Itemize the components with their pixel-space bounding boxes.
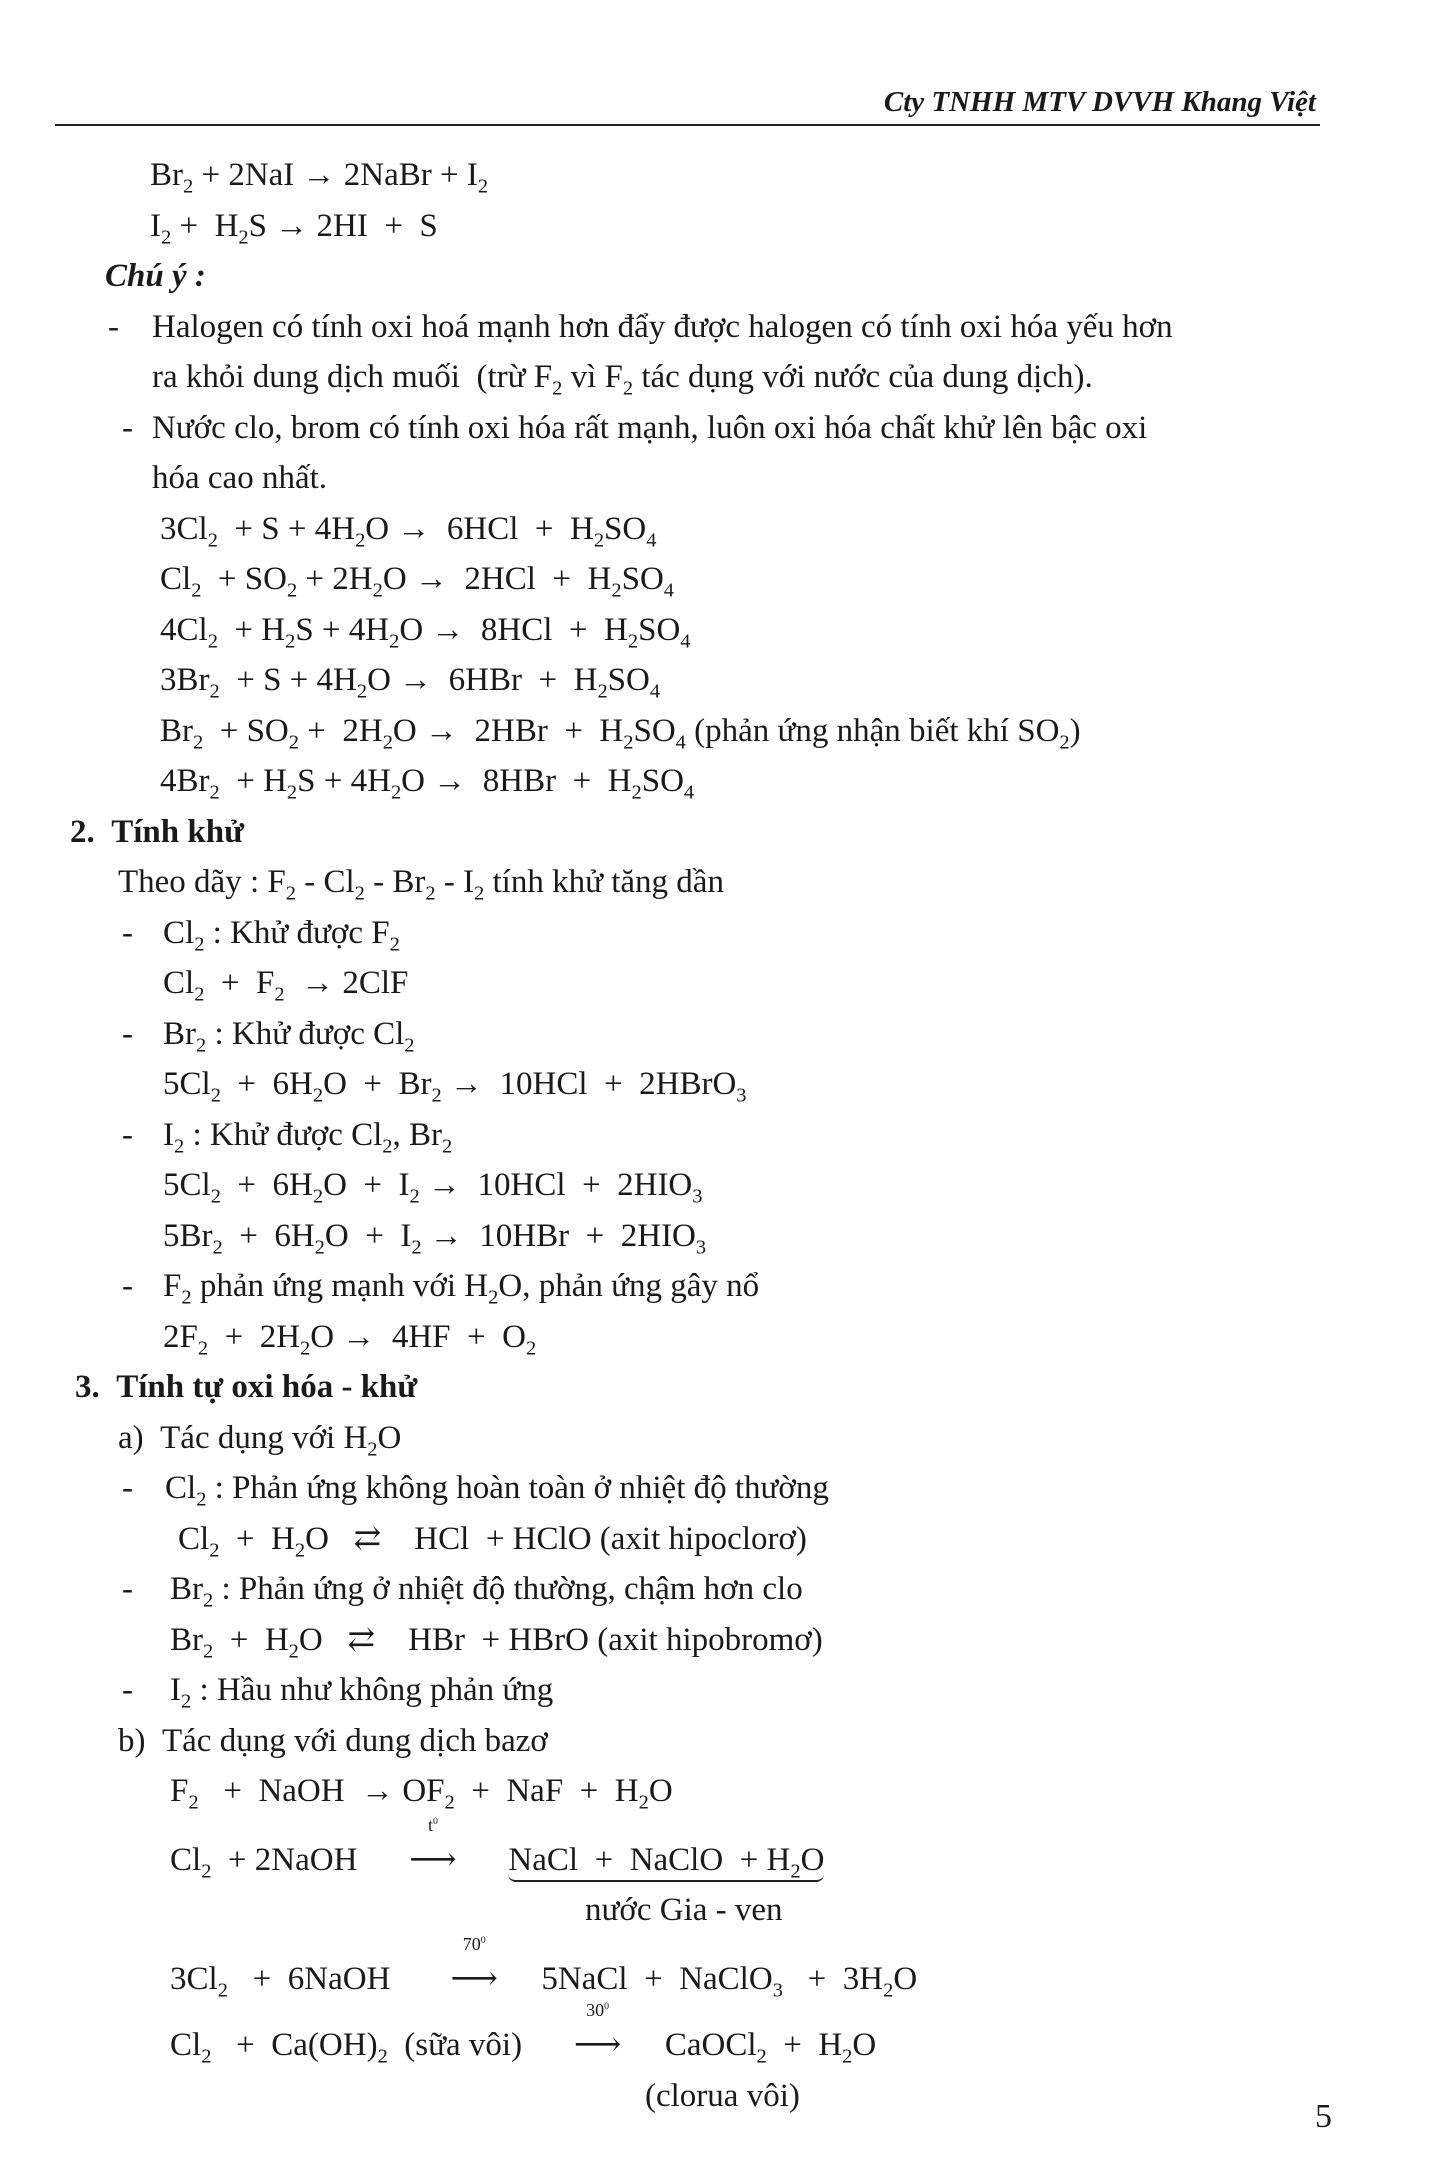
line-text: $Br_2 + SO_2 + 2H_2O \to 2HBr + H_2SO_4$ (phản ứng nhận biết khí $SO_2$) — [160, 712, 1081, 754]
bullet-dash: - — [122, 914, 133, 951]
line-text: $5Cl_2 + 6H_2O + I_2 \to 10HCl + 2HIO_3$ — [163, 1167, 703, 1208]
line-text: b) Tác dụng với dung dịch bazơ — [118, 1722, 548, 1759]
text-line — [0, 201, 1440, 252]
text-line — [0, 1933, 1440, 2005]
bullet-dash: - — [122, 1571, 133, 1607]
text-line — [0, 1814, 1440, 1886]
line-text: $4Cl_2 + H_2S + 4H_2O \to 8HCl + H_2SO_4$ — [160, 611, 691, 653]
text-line — [0, 958, 1440, 1009]
line-text: $F_2$ + NaOH → $OF_2$ + NaF + $H_2O$ — [170, 1773, 673, 1814]
line-text: $Br_2$ : Khử được $Cl_2$ — [163, 1015, 415, 1057]
text-line — [0, 1514, 1440, 1565]
line-text: $Br_2 + 2NaI$ → 2NaBr + $I_2$ — [150, 157, 489, 198]
line-text: $I_2$ : Hầu như không phản ứng — [170, 1672, 554, 1713]
text-line — [0, 1110, 1440, 1161]
header-title: Cty TNHH MTV DVVH Khang Việt — [883, 86, 1316, 118]
text-line — [0, 857, 1440, 908]
text-line — [0, 1885, 1440, 1936]
text-line — [0, 453, 1440, 504]
line-text: Chú ý : — [105, 258, 206, 294]
bullet-dash: - — [122, 1015, 133, 1052]
text-line — [0, 1009, 1440, 1060]
line-text: $Br_2$ : Phản ứng ở nhiệt độ thường, chậm hơn clo — [170, 1571, 803, 1612]
line-text: Halogen có tính oxi hoá mạnh hơn đẩy được halogen có tính oxi hóa yếu hơn — [152, 308, 1173, 345]
text-line — [0, 1665, 1440, 1716]
text-line — [0, 1211, 1440, 1262]
line-text: hóa cao nhất. — [152, 460, 328, 496]
text-line — [0, 756, 1440, 807]
text-line — [0, 2000, 1440, 2071]
text-line — [0, 1160, 1440, 1211]
text-line — [0, 807, 1440, 858]
bullet-dash: - — [108, 308, 119, 345]
page-header — [55, 80, 1320, 126]
text-line — [0, 1362, 1440, 1413]
line-text: $3Cl_2 + S + 4H_2O \to 6HCl + H_2SO_4$ — [160, 510, 657, 552]
line-text: $Br_2 + H_2O$ ⇄ HBr + HBrO (axit hipobromơ) — [170, 1621, 823, 1663]
line-text: $Cl_2$ : Khử được $F_2$ — [163, 914, 400, 956]
text-line — [0, 403, 1440, 454]
line-text: $3Br_2 + S + 4H_2O \to 6HBr + H_2SO_4$ — [160, 662, 661, 703]
line-text: $5Cl_2 + 6H_2O + Br_2 \to 10HCl$ + 2HBrO$_3$ — [163, 1066, 747, 1107]
text-line — [0, 1463, 1440, 1514]
line-text: (clorua vôi) — [645, 2077, 800, 2114]
line-text: Nước clo, brom có tính oxi hóa rất mạnh, luôn oxi hóa chất khử lên bậc oxi — [152, 409, 1148, 446]
text-line — [0, 605, 1440, 656]
line-text: 3. Tính tự oxi hóa - khử — [75, 1369, 418, 1405]
text-line — [0, 302, 1440, 353]
line-text: $5Br_2 + 6H_2O + I_2 \to 10HBr + 2HIO_3$ — [163, 1217, 707, 1259]
text-line — [0, 1312, 1440, 1363]
line-text: a) Tác dụng với $H_2O$ — [118, 1419, 402, 1461]
text-line — [0, 1615, 1440, 1666]
line-text: $I_2$ : Khử được $Cl_2$, $Br_2$ — [163, 1116, 453, 1158]
text-line — [0, 655, 1440, 706]
line-text: nước Gia - ven — [585, 1892, 783, 1928]
text-line — [0, 1059, 1440, 1110]
line-text: $2F_2 + 2H_2O \to 4HF + O_2$ — [163, 1318, 537, 1360]
text-line — [0, 251, 1440, 302]
bullet-dash: - — [122, 1268, 133, 1304]
line-text: Theo dãy : $F_2 - Cl_2 - Br_2 - I_2$ tính khử tăng dần — [118, 864, 724, 905]
text-line — [0, 554, 1440, 605]
line-text: $Cl_2$ : Phản ứng không hoàn toàn ở nhiệt độ thường — [165, 1470, 829, 1511]
text-line — [0, 150, 1440, 201]
line-text: $3Cl_2$ + 6NaOH $70^0$ ⟶ 5NaCl + NaClO$_3$ + $3H_2O$ — [170, 1933, 918, 2002]
line-text: $F_2$ phản ứng mạnh với $H_2O$, phản ứng gây nổ — [163, 1268, 760, 1309]
bullet-dash: - — [122, 1470, 133, 1506]
text-line — [0, 1766, 1440, 1817]
line-text: $Cl_2 + H_2O$ ⇄ HCl + HClO (axit hipoclorơ) — [178, 1520, 807, 1562]
line-text: $Cl_2$ + 2NaOH $t^0$ ⟶ NaCl + NaClO + $H_2O$ — [170, 1814, 825, 1883]
bullet-dash: - — [122, 1116, 133, 1153]
line-text: $I_2 + H_2S \to 2HI + S$ — [150, 207, 438, 249]
text-line — [0, 1413, 1440, 1464]
text-line — [0, 1716, 1440, 1767]
line-text: $Cl_2 + Ca(OH)_2$ (sữa vôi) $30^0$ ⟶ CaOCl$_2$ + $H_2O$ — [170, 2000, 877, 2068]
line-text: 2. Tính khử — [70, 813, 244, 850]
text-line — [0, 504, 1440, 555]
bullet-dash: - — [122, 409, 133, 446]
line-text: ra khỏi dung dịch muối (trừ $F_2$ vì $F_2$ tác dụng với nước của dung dịch). — [152, 359, 1093, 400]
page-number: 5 — [1315, 2098, 1332, 2135]
line-text: $Cl_2 + SO_2 + 2H_2O \to 2HCl + H_2SO_4$ — [160, 561, 675, 602]
text-line — [0, 1261, 1440, 1312]
text-line — [0, 2071, 1440, 2122]
bullet-dash: - — [122, 1672, 133, 1708]
line-text: $Cl_2 + F_2 \to 2ClF$ — [163, 965, 409, 1006]
text-line — [0, 1564, 1440, 1615]
line-text: $4Br_2 + H_2S + 4H_2O \to 8HBr + H_2SO_4$ — [160, 763, 695, 804]
text-line — [0, 908, 1440, 959]
page-content — [0, 150, 1440, 2121]
text-line — [0, 352, 1440, 403]
text-line — [0, 706, 1440, 757]
